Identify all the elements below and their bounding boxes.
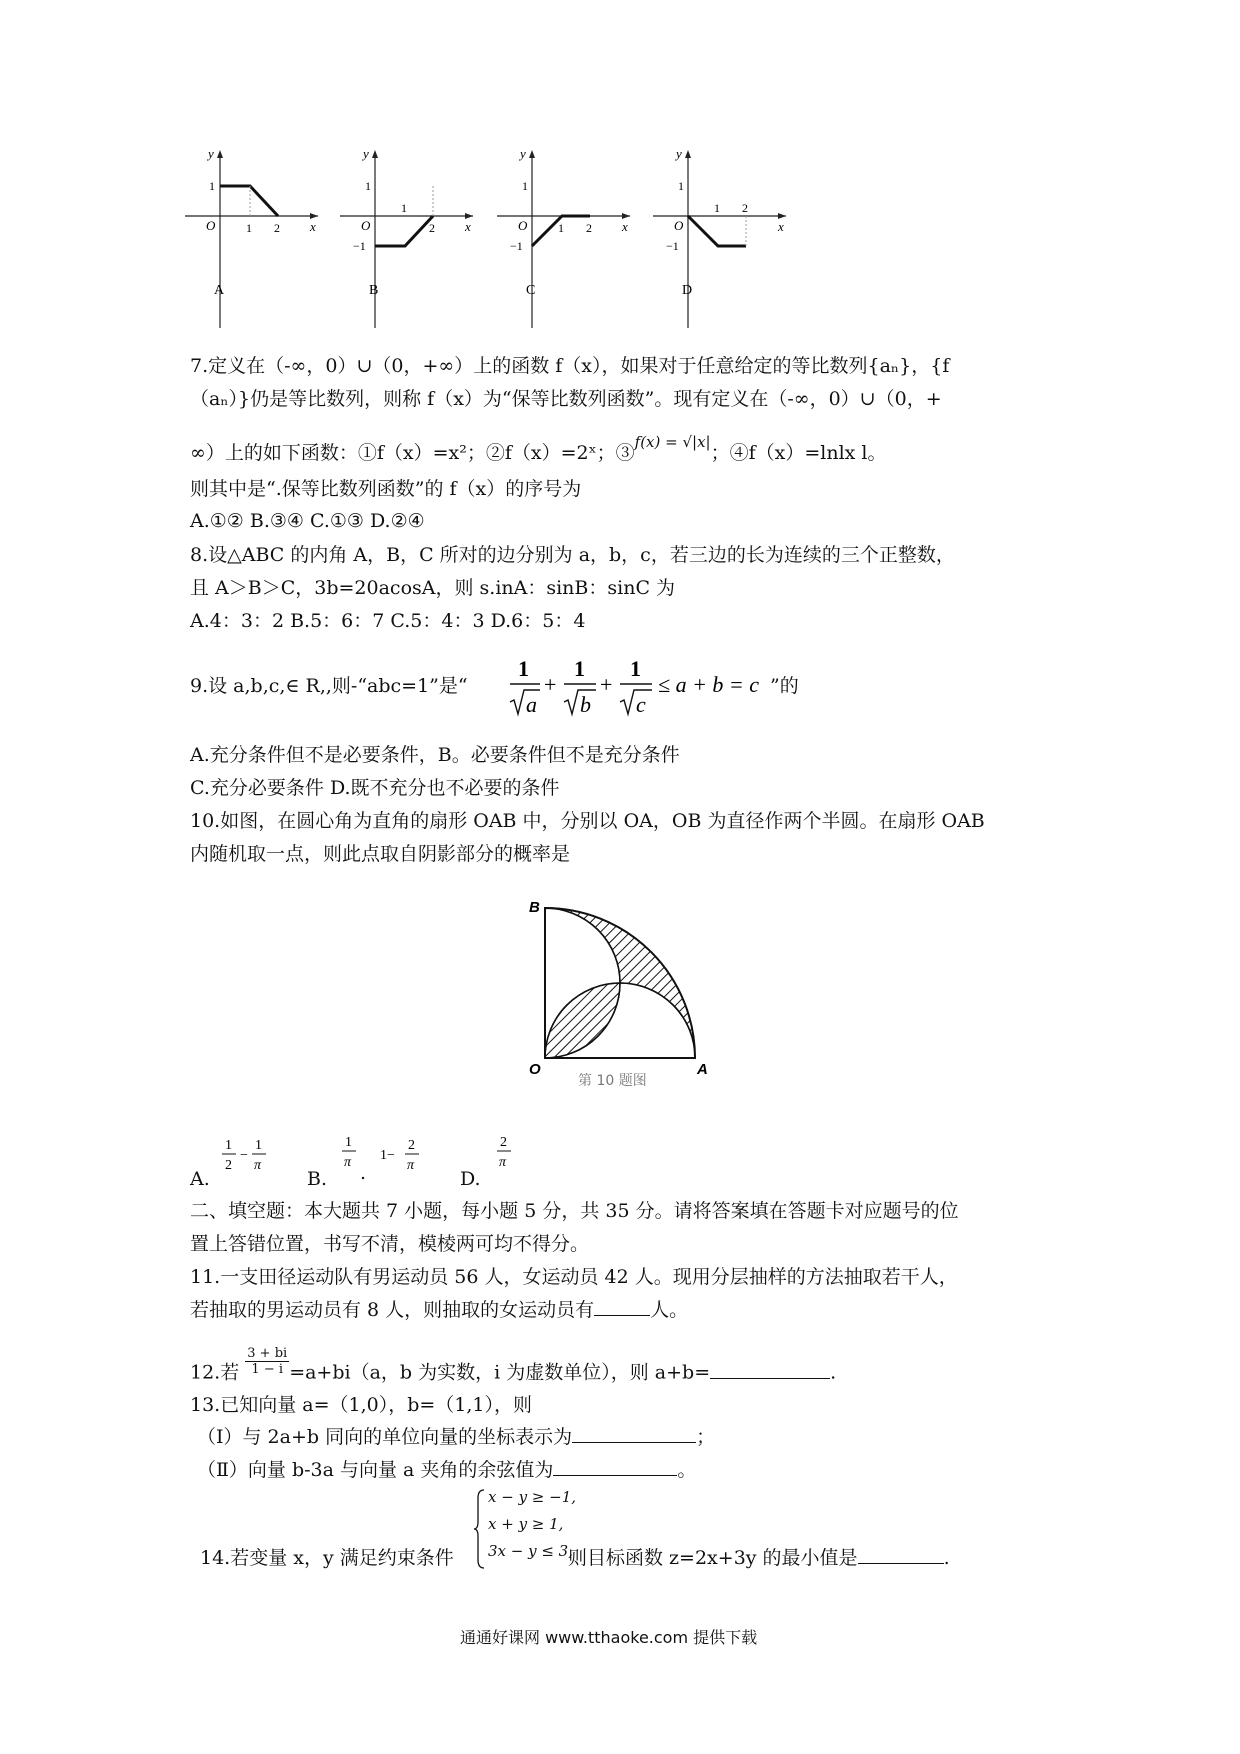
graph-c (497, 146, 630, 328)
svg-text:2: 2 (500, 1135, 507, 1150)
svg-text:a: a (526, 692, 537, 717)
graph-label-a: A (214, 283, 225, 298)
svg-text:c: c (636, 692, 646, 717)
q10-option-a-label: A. (190, 1168, 210, 1190)
q9-formula-tail: ≤ a + b = c (658, 672, 760, 697)
svg-text:1: 1 (574, 656, 585, 681)
tick-2-label: 2 (429, 221, 435, 235)
fig-label-a: A (697, 1061, 708, 1078)
svg-text:1: 1 (345, 1135, 352, 1150)
svg-text:π: π (499, 1155, 507, 1170)
svg-text:2: 2 (225, 1158, 232, 1173)
q13-part1 (197, 1424, 715, 1450)
svg-text:1: 1 (518, 656, 529, 681)
q8-options: A.4：3：2 B.5：6：7 C.5：4：3 D.6：5：4 (190, 610, 586, 632)
page-footer: 通通好课网 www.tthaoke.com 提供下载 (460, 1628, 758, 1647)
axis-y-label: y (520, 146, 526, 161)
origin-label: O (518, 218, 528, 233)
q14-text: 则目标函数 z=2x+3y 的最小值是 (568, 1547, 858, 1569)
axis-y-label: y (208, 146, 214, 161)
tick-2-label: 2 (586, 221, 592, 235)
q14-end: . (943, 1547, 950, 1569)
tick-1-label: 1 (401, 201, 407, 215)
svg-text:π: π (254, 1158, 262, 1173)
q13-line1: 13.已知向量 a=（1,0），b=（1,1），则 (190, 1394, 533, 1416)
q14-constraint-3: 3x − y ≤ 3, (488, 1542, 573, 1560)
axis-y-label: y (676, 146, 682, 161)
q12-answer-blank[interactable] (710, 1360, 830, 1379)
q13-part2 (197, 1457, 696, 1483)
svg-text:π: π (344, 1155, 352, 1170)
q10-figure-caption: 第 10 题图 (578, 1073, 647, 1089)
svg-text:1: 1 (225, 1138, 232, 1153)
q14-constraint-2: x + y ≥ 1, (488, 1515, 564, 1533)
q9-formula (508, 650, 798, 722)
q13-part1-end: ； (696, 1426, 716, 1448)
section2-line2: 置上答错位置，书写不清，模棱两可均不得分。 (190, 1233, 590, 1255)
tick-1-label: 1 (246, 221, 252, 235)
q10-option-b-label: B. (307, 1168, 328, 1190)
q8-line2: 且 A＞B＞C，3b=20acosA，则 s.inA：sinB：sinC 为 (190, 577, 676, 599)
q7-line4: 则其中是“.保等比数列函数”的 f（x）的序号为 (190, 478, 582, 500)
function-graph-options (200, 146, 900, 338)
q7-line2: （aₙ）}仍是等比数列，则称 f（x）为“保等比数列函数”。现有定义在（-∞，0）∪（0，+ (190, 388, 942, 410)
q9-options-line1: A.充分条件但不是必要条件，B。必要条件但不是充分条件 (190, 744, 680, 766)
tick-1-label: 1 (522, 179, 528, 193)
axis-x-label: x (622, 219, 628, 234)
origin-label: O (674, 218, 684, 233)
q11-answer-blank[interactable] (594, 1297, 650, 1316)
fig-label-b: B (529, 899, 540, 916)
graph-label-d: D (682, 283, 693, 298)
q10-option-a-formula (222, 1135, 282, 1181)
q11-line2 (190, 1297, 688, 1323)
svg-text:π: π (407, 1158, 415, 1173)
svg-text:1−: 1− (380, 1148, 395, 1163)
q10-dot: . (360, 1162, 367, 1184)
tick-1-label: 1 (558, 221, 564, 235)
graph-b (340, 146, 473, 328)
q10-line1: 10.如图，在圆心角为直角的扇形 OAB 中，分别以 OA，OB 为直径作两个半圆。在扇形 OAB (190, 810, 985, 832)
q7-line3 (190, 433, 887, 467)
svg-text:+: + (544, 672, 557, 697)
q14-line (568, 1545, 950, 1571)
q13-part2-blank[interactable] (553, 1457, 677, 1476)
q10-sector-figure (525, 888, 725, 1098)
axis-x-label: x (778, 219, 784, 234)
q9-prefix: 9.设 a,b,c,∈ R,,则-“abc=1”是“ (190, 675, 468, 697)
shaded-lens-lower (545, 983, 620, 1058)
tick-1-label: 1 (678, 179, 684, 193)
q14-answer-blank[interactable] (858, 1545, 944, 1564)
q13-part1-blank[interactable] (572, 1424, 696, 1443)
q7-options: A.①② B.③④ C.①③ D.②④ (190, 510, 425, 532)
q9-options-line2: C.充分必要条件 D.既不充分也不必要的条件 (190, 777, 560, 799)
fig-label-o: O (529, 1061, 541, 1078)
graph-label-b: B (369, 283, 379, 298)
q11-line2-b: 人。 (650, 1299, 689, 1321)
axis-x-label: x (465, 219, 471, 234)
q14-prefix: 14.若变量 x，y 满足约束条件 (200, 1547, 454, 1569)
tick-1-label: 1 (365, 179, 371, 193)
q10-line2: 内随机取一点，则此点取自阴影部分的概率是 (190, 843, 571, 865)
q7-line3-a: ∞）上的如下函数：①f（x）=x²；②f（x）=2ˣ；③ (190, 442, 635, 464)
q13-part2-text: （Ⅱ）向量 b-3a 与向量 a 夹角的余弦值为 (197, 1459, 554, 1481)
tick-1-label: 1 (714, 201, 720, 215)
q7-line1: 7.定义在（-∞，0）∪（0，+∞）上的函数 f（x），如果对于任意给定的等比数列{aₙ}，{f (190, 355, 950, 377)
q14-constraint-1: x − y ≥ −1, (488, 1488, 577, 1506)
q8-line1: 8.设△ABC 的内角 A，B，C 所对的边分别为 a，b，c，若三边的长为连续的三个正整数， (190, 544, 955, 566)
q11-line1: 11.一支田径运动队有男运动员 56 人，女运动员 42 人。现用分层抽样的方法抽取若干人， (190, 1266, 958, 1288)
q10-option-b-formula (342, 1132, 358, 1178)
tick-neg1-label: −1 (510, 239, 523, 253)
q7-formula-sqrt-abs: f(x) = √|x| (634, 433, 711, 451)
svg-text:2: 2 (408, 1138, 415, 1153)
q12-end: . (830, 1361, 837, 1384)
q7-line3-b: ；④f（x）=lnlx l。 (710, 442, 887, 464)
q12-frac-num: 3 + bi (247, 1346, 288, 1361)
origin-label: O (361, 218, 371, 233)
svg-text:1: 1 (255, 1138, 262, 1153)
tick-neg1-label: −1 (666, 239, 679, 253)
q9-suffix: ”的 (770, 675, 799, 697)
svg-text:+: + (600, 672, 613, 697)
q13-part1-text: （Ⅰ）与 2a+b 同向的单位向量的坐标表示为 (197, 1426, 573, 1448)
q11-line2-a: 若抽取的男运动员有 8 人，则抽取的女运动员有 (190, 1299, 595, 1321)
q10-option-d-label: D. (460, 1168, 481, 1190)
svg-text:−: − (240, 1148, 248, 1163)
q12-fraction (245, 1346, 289, 1377)
graph-d (653, 146, 786, 328)
graph-a (185, 146, 318, 328)
graph-label-c: C (526, 283, 536, 298)
svg-text:1: 1 (630, 656, 641, 681)
q10-option-c-formula (380, 1135, 430, 1181)
axis-y-label: y (363, 146, 369, 161)
q10-option-d-formula (497, 1132, 513, 1178)
q12-line (190, 1346, 837, 1389)
svg-text:b: b (580, 692, 591, 717)
q13-part2-end: 。 (677, 1459, 697, 1481)
section2-line1: 二、填空题：本大题共 7 小题，每小题 5 分，共 35 分。请将答案填在答题卡对应题号的位 (190, 1200, 959, 1222)
origin-label: O (206, 218, 216, 233)
tick-neg1-label: −1 (353, 239, 366, 253)
tick-2-label: 2 (742, 201, 748, 215)
q12-frac-den: 1 − i (251, 1362, 284, 1377)
axis-x-label: x (310, 219, 316, 234)
q12-prefix: 12.若 (190, 1361, 240, 1384)
q12-text: =a+bi（a，b 为实数，i 为虚数单位），则 a+b= (289, 1361, 711, 1384)
tick-2-label: 2 (274, 221, 280, 235)
tick-1-label: 1 (209, 179, 215, 193)
